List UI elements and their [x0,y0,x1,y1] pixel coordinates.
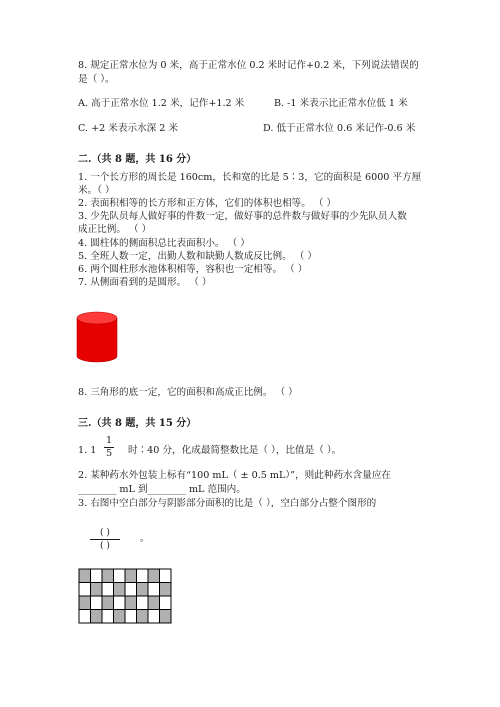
s2-item: 1. 一个长方形的周长是 160cm，长和宽的比是 5∶3，它的面积是 6000 平方厘 [78,172,422,183]
s2-item: 2. 表面积相等的长方形和正方体，它们的体积也相等。 （ ） [78,198,337,209]
s3-q1-prefix: 1. 1 [78,445,97,456]
grid-cell-blank [91,569,103,583]
grid-cell-shaded [137,610,149,624]
s3-q3-fraction [88,528,122,551]
grid-cell-shaded [137,583,149,597]
fraction-bar [90,539,120,540]
grid-cell-blank [137,569,149,583]
shaded-grid-figure [78,568,172,624]
grid-cell-blank [102,583,114,597]
q8-line2: 是（ ）。 [78,74,115,85]
grid-cell-blank [148,610,160,624]
s3-q3-period: 。 [140,533,150,544]
q8-line1: 8. 规定正常水位为 0 米，高于正常水位 0.2 米时记作+0.2 米，下列说法错误的 [78,60,419,71]
s2-item: 7. 从侧面看到的是圆形。 （ ） [78,277,212,288]
grid-cell-blank [79,583,91,597]
fraction-denominator: 5 [105,448,113,459]
grid-cell-shaded [148,569,160,583]
grid-cell-shaded [114,610,126,624]
s2-item: 成正比例。 （ ） [78,224,152,235]
grid-cell-shaded [91,610,103,624]
grid-cell-blank [148,583,160,597]
fraction-numerator: ( ) [100,528,110,538]
grid-cell-shaded [160,583,172,597]
grid-cell-shaded [79,596,91,610]
s2-item: 3. 少先队员每人做好事的件数一定，做好事的总件数与做好事的少先队员人数 [78,211,407,222]
grid-cell-shaded [148,596,160,610]
grid-cell-blank [91,596,103,610]
grid-cell-blank [102,610,114,624]
grid-cell-blank [160,569,172,583]
grid-cell-shaded [79,569,91,583]
section2-title: 二.（共 8 题，共 16 分） [78,154,197,165]
s2-item: 米。（ ） [78,185,115,196]
cylinder-figure [76,311,118,363]
grid-cell-shaded [114,583,126,597]
q8-option-a: A. 高于正常水位 1.2 米，记作+1.2 米 [78,98,245,109]
grid-cell-blank [79,610,91,624]
grid-cell-shaded [160,610,172,624]
s3-q1-fraction [102,436,116,459]
s3-q1-text: 时∶40 分，化成最简整数比是（ ），比值是（ ）。 [128,445,342,456]
q8-option-b: B. -1 米表示比正常水位低 1 米 [274,98,408,109]
grid-cell-shaded [102,569,114,583]
s3-q2-line1: 2. 某种药水外包装上标有“100 mL（ ± 0.5 mL）”，则此种药水含量应在 [78,470,392,481]
grid-cell-shaded [125,569,137,583]
s3-q3-line1: 3. 右图中空白部分与阴影部分面积的比是（ ），空白部分占整个图形的 [78,498,377,509]
s2-item: 4. 圆柱体的侧面积总比表面积小。 （ ） [78,238,250,249]
q8-option-c: C. +2 米表示水深 2 米 [78,123,179,134]
fraction-denominator: ( ) [100,541,110,551]
section3-title: 三.（共 8 题，共 15 分） [78,418,197,429]
grid-cell-blank [114,596,126,610]
s2-item: 5. 全班人数一定，出勤人数和缺勤人数成反比例。 （ ） [78,251,317,262]
grid-cell-shaded [102,596,114,610]
grid-cell-blank [125,583,137,597]
grid-cell-blank [114,569,126,583]
s3-q2-line2: ________ mL 到________ mL 范围内。 [78,484,246,495]
grid-cell-shaded [91,583,103,597]
grid-cell-blank [160,596,172,610]
grid-cell-blank [137,596,149,610]
q8-option-d: D. 低于正常水位 0.6 米记作-0.6 米 [263,123,416,134]
fraction-numerator: 1 [105,435,113,446]
grid-cell-blank [125,610,137,624]
s2-item-8: 8. 三角形的底一定，它的面积和高成正比例。 （ ） [78,387,298,398]
s2-item: 6. 两个圆柱形水池体积相等，容积也一定相等。 （ ） [78,264,308,275]
grid-cell-shaded [125,596,137,610]
